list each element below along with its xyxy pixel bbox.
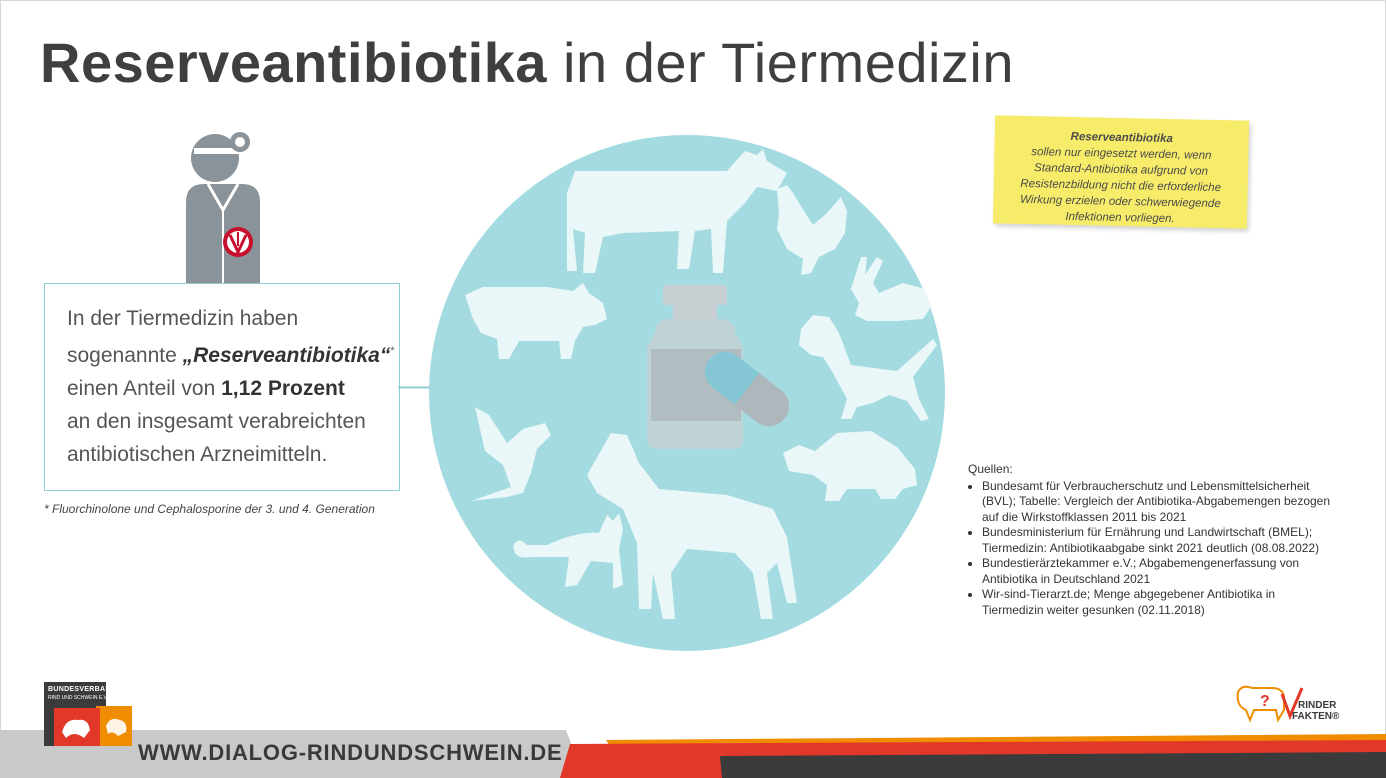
- rf-line-1: RINDER: [1298, 700, 1337, 711]
- info-line-5: antibiotischen Arzneimitteln.: [67, 443, 328, 466]
- source-item: • Bundestierärztekammer e.V.; Abgabemengenerfassung von Antibiotika in Deutschland 2021: [982, 556, 1338, 587]
- info-line-4: an den insgesamt verabreichten: [67, 410, 366, 433]
- title-light: in der Tiermedizin: [563, 31, 1015, 94]
- sources-list: [968, 479, 1338, 619]
- info-text: [67, 302, 395, 471]
- reserveantibiotika-term: „Reserveantibiotika“: [182, 344, 391, 367]
- info-line-2: [67, 335, 395, 372]
- rinderfakten-logo: [1232, 680, 1352, 724]
- sticky-heading: Reserveantibiotika: [1070, 130, 1173, 146]
- veterinarian-icon: [180, 128, 270, 284]
- animal-circle: [427, 133, 947, 653]
- page-title: [40, 30, 1014, 95]
- source-item: • Bundesamt für Verbraucherschutz und Lebensmittelsicherheit (BVL); Tabelle: Vergleich der Antibiotika-Abgabemengen bezogen auf die Wirkstoffklassen 2011 bis 2021: [982, 479, 1338, 526]
- sticky-text: [1003, 128, 1239, 229]
- source-item: • Wir-sind-Tierarzt.de; Menge abgegebener Antibiotika in Tiermedizin weiter gesunken (02.11.2018): [982, 587, 1338, 618]
- info-box: [44, 283, 400, 491]
- footnote: * Fluorchinolone und Cephalosporine der 3. und 4. Generation: [44, 502, 375, 516]
- logo-line-1: BUNDESVERBAND: [48, 686, 117, 693]
- rf-line-2: FAKTEN®: [1292, 711, 1340, 722]
- info-line-3: [67, 372, 395, 405]
- title-bold: Reserveantibiotika: [40, 31, 547, 94]
- sources-heading: Quellen:: [968, 462, 1013, 476]
- website-link[interactable]: WWW.DIALOG-RINDUNDSCHWEIN.DE: [138, 740, 563, 765]
- sticky-note: [993, 115, 1249, 228]
- sticky-line-3: Resistenzbildung nicht die erforderliche: [1020, 177, 1222, 195]
- info-line-3-prefix: einen Anteil von: [67, 377, 222, 400]
- logo-line-2: RIND UND SCHWEIN E.V.: [48, 695, 108, 701]
- sticky-line-5: Infektionen vorliegen.: [1065, 210, 1175, 226]
- source-item: • Bundesministerium für Ernährung und Landwirtschaft (BMEL); Tiermedizin: Antibiotikaabgabe sinkt 2021 deutlich (08.08.2022): [982, 525, 1338, 556]
- sources-block: [968, 462, 1338, 618]
- footnote-marker: *: [390, 345, 395, 357]
- percentage-value: 1,12 Prozent: [221, 377, 345, 400]
- info-line-2-prefix: sogenannte: [67, 344, 183, 367]
- sticky-line-1: sollen nur eingesetzt werden, wenn: [1031, 146, 1212, 162]
- bundesverband-logo: [44, 682, 132, 746]
- info-line-1: In der Tiermedizin haben: [67, 307, 299, 330]
- svg-text:?: ?: [1260, 693, 1270, 710]
- sticky-line-2: Standard-Antibiotika aufgrund von: [1033, 162, 1209, 178]
- sticky-line-4: Wirkung erzielen oder schwerwiegende: [1019, 193, 1221, 211]
